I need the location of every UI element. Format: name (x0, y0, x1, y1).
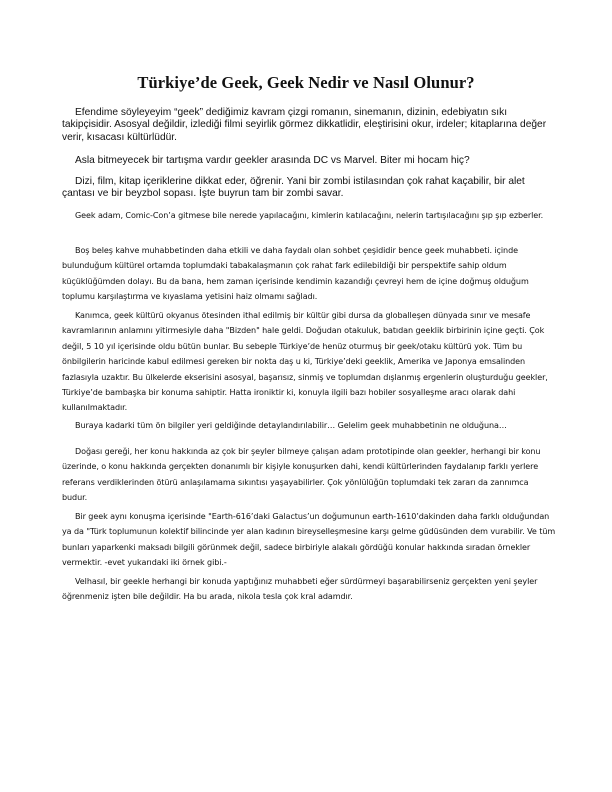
paragraph-nature: Doğası gereği, her konu hakkında az çok bir şeyler bilmeye çalışan adam prototipinde olan geekler, herhangi bir konu üzerinde, o konu hakkında gerçekten donanımlı bir kişiyle konuşurken dahi, kendi kültürlerinden faydalanıp farklı yerlere referans verdiklerinden ötürü anlaşılamama sıkıntısı yaşayabilirler. Çok yönlülüğün toplumdaki tek zararı da zannımca budur. (62, 447, 541, 503)
paragraph-example: Bir geek aynı konuşma içerisinde "Earth-616’daki Galactus’un doğumunun earth-1610’dakinden daha farklı olduğundan ya da "Türk toplumunun kolektif bilincinde yer alan kadının bireyselleşmesine karşı gelme güdüsünden dem vurabilir. Ve tüm bunları yaparkenki maksadı bilgili görünmek değil, sadece birbiriyle alakalı gördüğü konular hakkında sıradan örnekler vermektir. -evet yukarıdaki iki örnek gibi.- (62, 512, 556, 568)
paragraph-conclusion: Velhasıl, bir geekle herhangi bir konuda yaptığınız muhabbeti eğer sürdürmeyi başarabilirseniz gerçekten yeni şeyler öğrenmeniz işten bile değildir. Ha bu arada, nikola tesla çok kral adamdır. (62, 577, 538, 602)
paragraph-coffee-talk: Boş beleş kahve muhabbetinden daha etkili ve daha faydalı olan sohbet çeşididir bence geek muhabbeti. içinde bulunduğum kültürel ortamda toplumdaki tabakalaşmanın çok rahat fark edilebildiği bir perspektife sahip oldum küçüklüğümden dolayı. Bu da bana, hem zaman içerisinde kendimin kazandığı çevreyi hem de içine doğmuş olduğum toplumu karşılaştırma ve kıyaslama yetisini haiz olmamı sağladı. (62, 246, 529, 302)
paragraph-geek-definition: Efendime söyleyeyim “geek” dediğimiz kavram çizgi romanın, sinemanın, dizinin, edebiyatın sıkı takipçisidir. Asosyal değildir, izlediği filmi seyirlik görmez dikkatlidir, eleştirisini okur, irdeler; kitaplarına değer verir, kısacası kültürlüdür. (62, 107, 547, 143)
paragraph-dc-vs-marvel: Asla bitmeyecek bir tartışma vardır geekler arasında DC vs Marvel. Biter mi hocam hiç? (75, 155, 470, 166)
document-title: Türkiye’de Geek, Geek Nedir ve Nasıl Olunur? (137, 73, 475, 92)
paragraph-background-info: Buraya kadarki tüm ön bilgiler yeri geldiğinde detaylandırılabilir… Gelelim geek muhabbetinin ne olduğuna… (75, 421, 507, 430)
paragraph-zombie: Dizi, film, kitap içeriklerine dikkat eder, öğrenir. Yani bir zombi istilasından çok rahat kaçabilir, bir alet çantası ve bir beyzbol sopası. İşte buyrun tam bir zombi savar. (62, 176, 525, 200)
paragraph-comic-con: Geek adam, Comic-Con’a gitmese bile nerede yapılacağını, kimlerin katılacağını, nelerin tartışılacağını şıp şıp ezberler. (75, 211, 544, 220)
paragraph-geek-culture: Kanımca, geek kültürü okyanus ötesinden ithal edilmiş bir kültür gibi dursa da globalleşen dünyada sınır ve mesafe kavramlarının anlamını yitirmesiyle daha "Bizden" hale geldi. Doğudan otakuluk, batıdan geeklik birbirinin içine geçti. Çok değil, 5 10 yıl içerisinde oldu bütün bunlar. Bu sebeple Türkiye’de henüz oturmuş bir geek/otaku kültürü yok. Tüm bu önbilgilerin haricinde kabul edilmesi gereken bir nokta daş u ki, Türkiye’deki geeklik, Amerika ve Japonya emsalinden fazlasıyla uzaktır. Bu ülkelerde ekserisini asosyal, başarısız, sinmiş ve toplumdan dışlanmış ergenlerin oluşturduğu geekler, Türkiye’de bambaşka bir konuma sahiptir. Hatta ironiktir ki, konuyla ilgili bazı hobiler sosyalleşme aracı olarak dahi kullanılmaktadır. (62, 311, 548, 413)
